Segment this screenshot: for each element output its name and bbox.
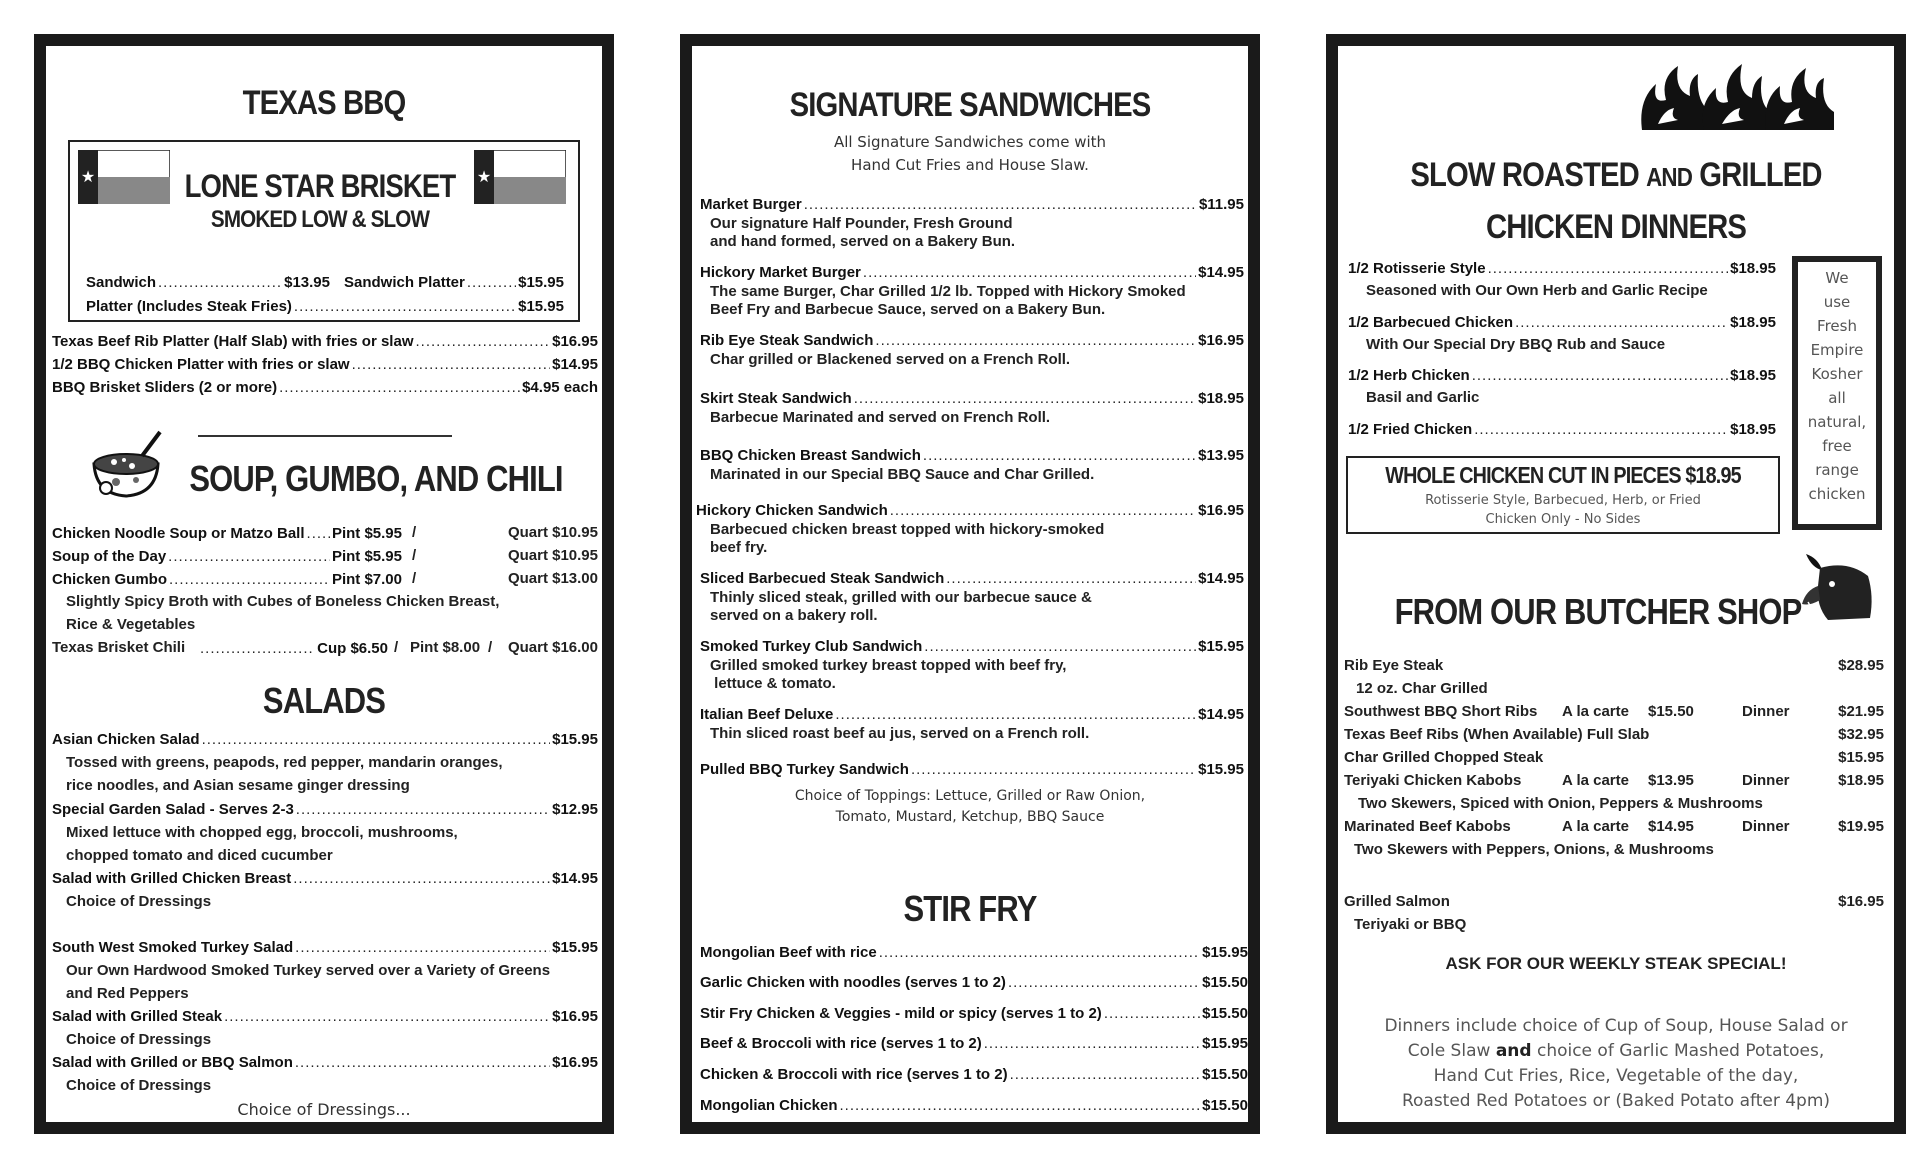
lone-star-brisket-subtitle: SMOKED LOW & SLOW bbox=[210, 206, 430, 233]
item-description: Seasoned with Our Own Herb and Garlic Recipe bbox=[1366, 282, 1708, 299]
a-la-carte-label: A la carte bbox=[1562, 703, 1629, 720]
salad-row: Salad with Grilled or BBQ Salmon ..... $16.95 bbox=[52, 1054, 598, 1071]
butcher-item-price: $15.95 bbox=[1838, 749, 1884, 766]
stirfry-row: Mongolian Beef with rice ..... $15.95 bbox=[700, 944, 1248, 961]
soup-row: Chicken Noodle Soup or Matzo Ball ..... Pint $5.95 bbox=[52, 525, 402, 542]
brisket-box bbox=[68, 140, 580, 322]
a-la-carte-label: A la carte bbox=[1562, 818, 1629, 835]
soup-quart: Quart $13.00 bbox=[507, 570, 598, 587]
toppings-text: Choice of Toppings: Lettuce, Grilled or Raw Onion, bbox=[794, 788, 1146, 804]
brisket-sandwich-row bbox=[86, 274, 330, 291]
soup-row: Chicken Gumbo ..... Pint $7.00 bbox=[52, 571, 402, 588]
butcher-item-name: Grilled Salmon bbox=[1344, 893, 1450, 910]
chili-pint: Pint $8.00 bbox=[410, 639, 481, 656]
item-description: Thinly sliced steak, grilled with our barbecue sauce & bbox=[710, 589, 1092, 606]
texas-bbq-panel bbox=[34, 34, 614, 1134]
salads-title: SALADS bbox=[262, 680, 386, 721]
item-description: Our signature Half Pounder, Fresh Ground bbox=[710, 215, 1013, 232]
chicken-dinners-title-line2: CHICKEN DINNERS bbox=[1485, 208, 1747, 246]
butcher-item-price: $18.95 bbox=[1838, 772, 1884, 789]
menu-item-row: 1/2 BBQ Chicken Platter with fries or slaw ..... $14.95 bbox=[52, 356, 598, 373]
item-description: Thin sliced roast beef au jus, served on a French roll. bbox=[710, 725, 1090, 742]
salad-row: Salad with Grilled Steak ..... $16.95 bbox=[52, 1008, 598, 1025]
item-description: The same Burger, Char Grilled 1/2 lb. Topped with Hickory Smoked bbox=[710, 283, 1186, 300]
butcher-item-price: $32.95 bbox=[1838, 726, 1884, 743]
salad-row: South West Smoked Turkey Salad ..... $15.95 bbox=[52, 939, 598, 956]
item-price: $13.95 bbox=[284, 274, 330, 291]
dinner-label: Dinner bbox=[1742, 818, 1790, 835]
brisket-platter-row bbox=[86, 298, 564, 315]
whole-chicken-box bbox=[1346, 456, 1780, 534]
item-description: Barbecue Marinated and served on French Roll. bbox=[710, 409, 1051, 426]
whole-chicken-title: WHOLE CHICKEN CUT IN PIECES $18.95 bbox=[1385, 462, 1741, 488]
a-la-carte-price: $14.95 bbox=[1648, 818, 1694, 835]
item-description: Choice of Dressings bbox=[66, 1031, 212, 1048]
divider bbox=[198, 435, 452, 437]
item-description: With Our Special Dry BBQ Rub and Sauce bbox=[1366, 336, 1666, 353]
chicken-row: 1/2 Barbecued Chicken ..... $18.95 bbox=[1348, 314, 1776, 331]
stirfry-row: Mongolian Chicken ..... $15.50 bbox=[700, 1097, 1248, 1114]
chicken-dinners-title-line1: SLOW ROASTED AND GRILLED bbox=[1410, 156, 1822, 194]
butcher-item-name: Southwest BBQ Short Ribs bbox=[1344, 703, 1538, 720]
item-description: Barbecued chicken breast topped with hickory-smoked bbox=[710, 521, 1105, 538]
signature-sandwiches-title: SIGNATURE SANDWICHES bbox=[789, 86, 1151, 124]
stirfry-row: Chicken & Broccoli with rice (serves 1 to 2) ..... $15.50 bbox=[700, 1066, 1248, 1083]
item-description: Our Own Hardwood Smoked Turkey served over a Variety of Greens bbox=[66, 962, 551, 979]
stirfry-row: Stir Fry Chicken & Veggies - mild or spicy (serves 1 to 2) ..... $15.50 bbox=[700, 1005, 1248, 1022]
soup-quart: Quart $10.95 bbox=[507, 547, 598, 564]
stirfry-row: Beef & Broccoli with rice (serves 1 to 2) ..... $15.95 bbox=[700, 1035, 1248, 1052]
chicken-row: 1/2 Rotisserie Style ..... $18.95 bbox=[1348, 260, 1776, 277]
dinner-label: Dinner bbox=[1742, 703, 1790, 720]
butcher-item-name: Marinated Beef Kabobs bbox=[1344, 818, 1511, 835]
texas-bbq-title: TEXAS BBQ bbox=[242, 84, 406, 122]
item-description: Mixed lettuce with chopped egg, broccoli, mushrooms, bbox=[66, 824, 458, 841]
dressings-list: Thousand Island • Honey Dijon • Italian • Asian Sesame Ginger bbox=[85, 1123, 563, 1134]
soup-bowl-icon bbox=[86, 424, 166, 502]
stirfry-row: Garlic Chicken with noodles (serves 1 to 2) ..... $15.50 bbox=[700, 974, 1248, 991]
salad-row: Salad with Grilled Chicken Breast ..... $14.95 bbox=[52, 870, 598, 887]
soup-quart: Quart $10.95 bbox=[507, 524, 598, 541]
item-description: Char grilled or Blackened served on a French Roll. bbox=[710, 351, 1071, 368]
butcher-item-name: Char Grilled Chopped Steak bbox=[1344, 749, 1544, 766]
item-description: Choice of Dressings bbox=[66, 1077, 212, 1094]
item-price: $15.95 bbox=[518, 298, 564, 315]
brisket-sandwich-platter-row bbox=[344, 274, 564, 291]
dinners-include-text: Cole Slaw and choice of Garlic Mashed Potatoes, bbox=[1407, 1041, 1825, 1061]
sandwich-row: Sliced Barbecued Steak Sandwich ..... $14.95 bbox=[700, 570, 1244, 587]
item-name: Platter (Includes Steak Fries) bbox=[86, 298, 292, 315]
item-description: lettuce & tomato. bbox=[710, 675, 836, 692]
item-description: Teriyaki or BBQ bbox=[1354, 916, 1467, 933]
item-name: Sandwich Platter bbox=[344, 274, 465, 291]
svg-text:★: ★ bbox=[476, 169, 492, 186]
sandwich-row: Skirt Steak Sandwich ..... $18.95 bbox=[700, 390, 1244, 407]
item-description: Grilled smoked turkey breast topped with beef fry, bbox=[710, 657, 1067, 674]
chili-cup-row: ..... Cup $6.50 bbox=[198, 640, 388, 657]
dinners-include-text: Dinners include choice of Cup of Soup, House Salad or bbox=[1384, 1016, 1848, 1036]
item-description: Rice & Vegetables bbox=[66, 616, 196, 633]
kosher-chicken-box bbox=[1792, 256, 1882, 530]
chicken-row: 1/2 Herb Chicken ..... $18.95 bbox=[1348, 367, 1776, 384]
svg-text:★: ★ bbox=[80, 169, 96, 186]
dressings-title: Choice of Dressings... bbox=[237, 1100, 411, 1119]
chili-quart: Quart $16.00 bbox=[507, 639, 598, 656]
a-la-carte-price: $15.50 bbox=[1648, 703, 1694, 720]
item-description: and hand formed, served on a Bakery Bun. bbox=[710, 233, 1016, 250]
sandwich-row: Italian Beef Deluxe ..... $14.95 bbox=[700, 706, 1244, 723]
sandwich-row: Hickory Market Burger ..... $14.95 bbox=[700, 264, 1244, 281]
item-description: Two Skewers with Peppers, Onions, & Mushrooms bbox=[1354, 841, 1714, 858]
soup-divider-slash: / bbox=[412, 524, 417, 541]
butcher-shop-title: FROM OUR BUTCHER SHOP bbox=[1394, 591, 1802, 632]
soup-gumbo-chili-title: SOUP, GUMBO, AND CHILI bbox=[189, 458, 563, 499]
signature-sandwiches-panel bbox=[680, 34, 1260, 1134]
item-description: 12 oz. Char Grilled bbox=[1356, 680, 1488, 697]
item-description: and Red Peppers bbox=[66, 985, 189, 1002]
flames-icon bbox=[1638, 60, 1858, 136]
item-description: Marinated in our Special BBQ Sauce and Char Grilled. bbox=[710, 466, 1095, 483]
butcher-item-name: Texas Beef Ribs (When Available) Full Slab bbox=[1344, 726, 1650, 743]
item-name: Sandwich bbox=[86, 274, 157, 291]
dinner-label: Dinner bbox=[1742, 772, 1790, 789]
toppings-text: Tomato, Mustard, Ketchup, BBQ Sauce bbox=[835, 809, 1105, 825]
sandwich-row: BBQ Chicken Breast Sandwich ..... $13.95 bbox=[700, 447, 1244, 464]
menu-item-row: Texas Beef Rib Platter (Half Slab) with fries or slaw ..... $16.95 bbox=[52, 333, 598, 350]
a-la-carte-price: $13.95 bbox=[1648, 772, 1694, 789]
chili-divider-slash: / bbox=[394, 639, 399, 656]
item-description: beef fry. bbox=[710, 539, 768, 556]
a-la-carte-label: A la carte bbox=[1562, 772, 1629, 789]
butcher-item-price: $21.95 bbox=[1838, 703, 1884, 720]
chicken-row: 1/2 Fried Chicken ..... $18.95 bbox=[1348, 421, 1776, 438]
item-description: Slightly Spicy Broth with Cubes of Boneless Chicken Breast, bbox=[66, 593, 500, 610]
sandwich-row: Smoked Turkey Club Sandwich ..... $15.95 bbox=[700, 638, 1244, 655]
chili-name: Texas Brisket Chili bbox=[52, 639, 186, 656]
dinners-include-text: Hand Cut Fries, Rice, Vegetable of the day, bbox=[1433, 1066, 1799, 1086]
salad-row: Special Garden Salad - Serves 2-3 ..... $12.95 bbox=[52, 801, 598, 818]
butcher-item-price: $28.95 bbox=[1838, 657, 1884, 674]
soup-divider-slash: / bbox=[412, 570, 417, 587]
soup-divider-slash: / bbox=[412, 547, 417, 564]
butcher-item-price: $19.95 bbox=[1838, 818, 1884, 835]
texas-flag-icon bbox=[474, 150, 566, 204]
sandwich-row: Pulled BBQ Turkey Sandwich ..... $15.95 bbox=[700, 761, 1244, 778]
butcher-item-name: Teriyaki Chicken Kabobs bbox=[1344, 772, 1522, 789]
sandwich-row: Rib Eye Steak Sandwich ..... $16.95 bbox=[700, 332, 1244, 349]
item-price: $15.95 bbox=[518, 274, 564, 291]
item-description: served on a bakery roll. bbox=[710, 607, 878, 624]
dinners-include-text: Roasted Red Potatoes or (Baked Potato after 4pm) bbox=[1401, 1091, 1831, 1111]
sandwich-row: Market Burger ..... $11.95 bbox=[700, 196, 1244, 213]
item-description: Beef Fry and Barbecue Sauce, served on a Bakery Bun. bbox=[710, 301, 1106, 318]
butcher-item-name: Rib Eye Steak bbox=[1344, 657, 1444, 674]
chicken-dinners-panel bbox=[1326, 34, 1906, 1134]
texas-flag-icon bbox=[78, 150, 170, 204]
sandwich-subtitle: Hand Cut Fries and House Slaw. bbox=[851, 156, 1089, 174]
soup-row: Soup of the Day ..... Pint $5.95 bbox=[52, 548, 402, 565]
item-description: chopped tomato and diced cucumber bbox=[66, 847, 333, 864]
item-description: Tossed with greens, peapods, red pepper, mandarin oranges, bbox=[66, 754, 503, 771]
chili-divider-slash: / bbox=[488, 639, 493, 656]
whole-chicken-sub: Chicken Only - No Sides bbox=[1485, 512, 1641, 527]
kosher-text: We use Fresh Empire Kosher all natural, free range chicken bbox=[1807, 269, 1867, 503]
sandwich-subtitle: All Signature Sandwiches come with bbox=[833, 133, 1107, 151]
item-description: rice noodles, and Asian sesame ginger dressing bbox=[66, 777, 410, 794]
item-description: Basil and Garlic bbox=[1366, 389, 1480, 406]
item-description: Two Skewers, Spiced with Onion, Peppers & Mushrooms bbox=[1358, 795, 1763, 812]
salad-row: Asian Chicken Salad ..... $15.95 bbox=[52, 731, 598, 748]
butcher-item-price: $16.95 bbox=[1838, 893, 1884, 910]
stir-fry-title: STIR FRY bbox=[903, 888, 1037, 929]
sandwich-row: Hickory Chicken Sandwich ..... $16.95 bbox=[696, 502, 1244, 519]
whole-chicken-sub: Rotisserie Style, Barbecued, Herb, or Fried bbox=[1425, 493, 1701, 508]
item-description: Choice of Dressings bbox=[66, 893, 212, 910]
weekly-special-text: ASK FOR OUR WEEKLY STEAK SPECIAL! bbox=[1445, 954, 1787, 973]
lone-star-brisket-title: LONE STAR BRISKET bbox=[184, 168, 456, 204]
menu-item-row: BBQ Brisket Sliders (2 or more) ..... $4.95 each bbox=[52, 379, 598, 396]
